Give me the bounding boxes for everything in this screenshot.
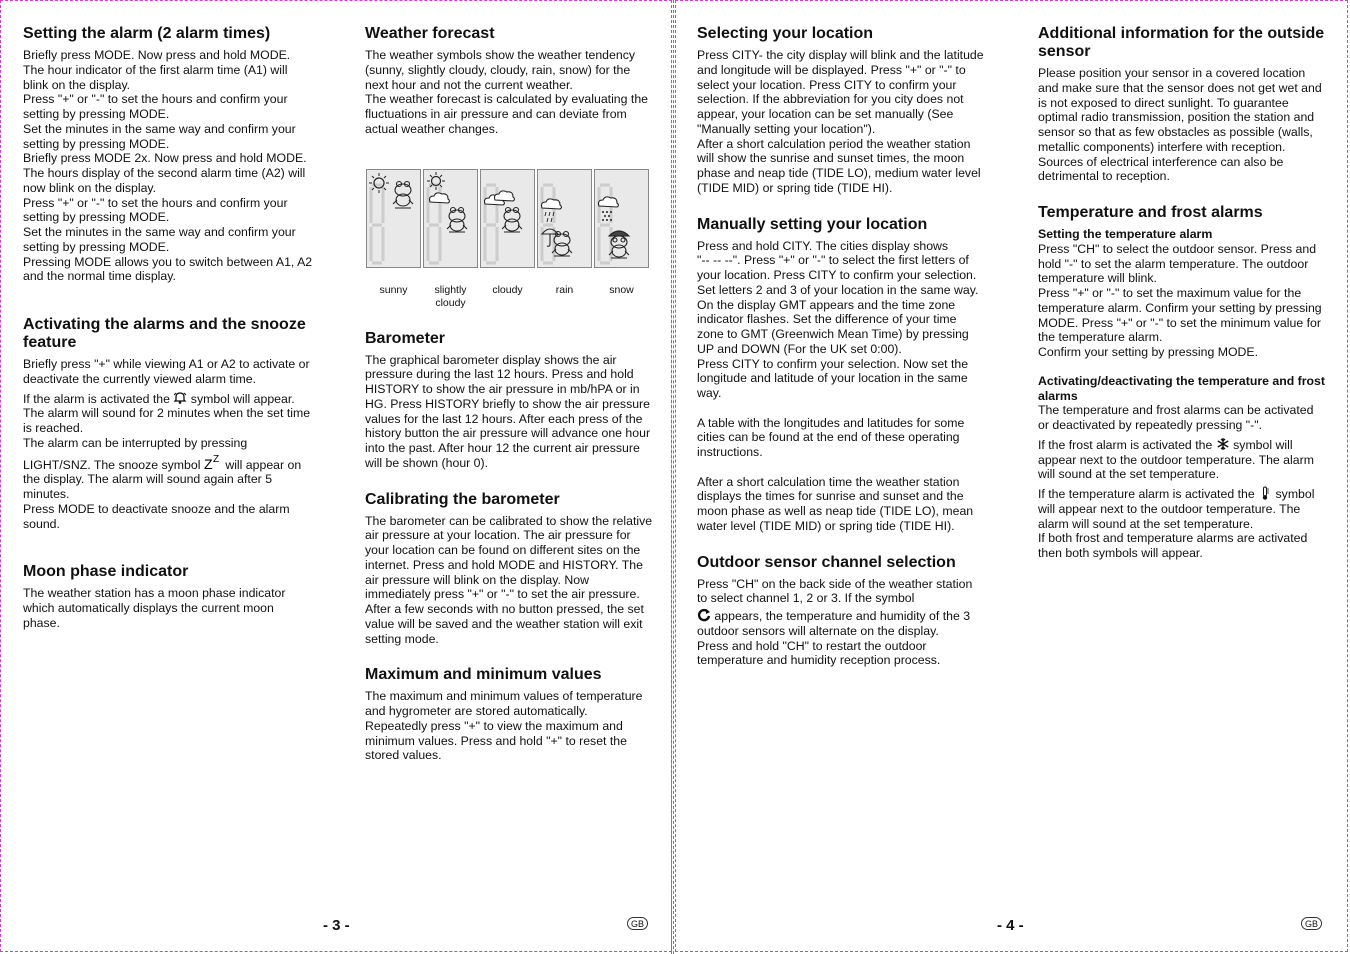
- svg-text:Z: Z: [212, 453, 219, 465]
- section-text: If the frost alarm is activated the symbol will appear next to the outdoor temperature. The alarm will sound at the set temperature.: [1038, 437, 1314, 482]
- page-number: - 4 -: [997, 917, 1024, 934]
- section-text: The graphical barometer display shows the air pressure during the last 12 hours. Press and hold HISTORY to show the air pressure in mb/hPA or in HG. Press HISTORY briefly to show the air pressure values for the last 12 hours. After each press of the history button the air pressure will advance one hour into the past. After hour 12 the current air pressure will be shown (hour 0).: [365, 352, 651, 470]
- language-badge: GB: [1301, 917, 1322, 930]
- frog-icon: [393, 181, 413, 208]
- bell-icon: [173, 391, 187, 405]
- page-4: [675, 0, 1348, 952]
- section-setting-alarm: [23, 25, 313, 284]
- section-max-min-values: [365, 666, 655, 763]
- section-text: LIGHT/SNZ. The snooze symbol Z Z will appear on the display. The alarm will sound again after 5 minutes. Press MODE to deactivate snooze and the alarm sound.: [23, 453, 302, 531]
- section-moon-phase: [23, 563, 313, 630]
- weather-symbol-strip: [366, 169, 655, 268]
- section-text: Press CITY- the city display will blink and the latitude and longitude will be displayed. Press "+" or "-" to select your location. Press CITY to confirm your selection. If the abbreviation for you city does not appear, your location can be set manually (See "Manually setting your location"). After a short calculation period the weather station will show the sunrise and sunset times, the moon phase and neap tide (TIDE LO), medium water level (TIDE MID) or spring tide (TIDE HI).: [697, 48, 984, 195]
- snowflake-icon: [1216, 437, 1230, 451]
- section-title: Temperature and frost alarms: [1038, 204, 1263, 221]
- weather-symbol-cloudy: [480, 169, 535, 268]
- section-text: If the alarm is activated the symbol will appear. The alarm will sound for 2 minutes when the set time is reached. The alarm can be interrupted by pressing: [23, 391, 311, 450]
- section-weather-forecast: [365, 25, 655, 137]
- cycle-arrow-icon: [697, 608, 711, 622]
- language-badge: GB: [627, 917, 648, 930]
- subsection-title: Setting the temperature alarm: [1038, 227, 1213, 241]
- snooze-zz-icon: [204, 454, 222, 470]
- weather-label: rain: [555, 283, 574, 296]
- section-title: Maximum and minimum values: [365, 666, 602, 684]
- subsection-title: Activating/deactivating the temperature and frost alarms: [1038, 373, 1325, 403]
- svg-text:Z: Z: [203, 455, 213, 470]
- section-title: Setting the alarm (2 alarm times): [23, 25, 271, 42]
- section-title: Weather forecast: [365, 25, 495, 42]
- section-barometer: [365, 330, 655, 471]
- thermometer-icon: [1258, 486, 1272, 500]
- section-manual-location: [697, 216, 985, 534]
- section-selecting-location: [697, 25, 985, 196]
- page4-column-2: [1038, 25, 1326, 581]
- page4-column-1: [697, 25, 985, 688]
- section-title: Moon phase indicator: [23, 563, 189, 581]
- section-text: The temperature and frost alarms can be activated or deactivated by repeatedly pressing "-".: [1038, 403, 1314, 432]
- sun-icon: [427, 172, 445, 190]
- section-text: Please position your sensor in a covered location and make sure that the sensor does not get wet and is not exposed to direct sunlight. To guarantee optimal radio transmission, position the station and sensor so that as few obstacles as possible (walls, metallic components) interfere with reception. Sources of electrical interference can also be detrimental to reception.: [1038, 66, 1322, 184]
- section-text: appears, the temperature and humidity of the 3 outdoor sensors will alternate on the display. Press and hold "CH" to restart the outdoor temperature and humidity reception process.: [697, 609, 971, 668]
- cloud-icon: [599, 196, 619, 206]
- section-title: Barometer: [365, 329, 446, 347]
- weather-label: snow: [609, 283, 634, 296]
- cloud-icon: [430, 192, 450, 202]
- section-title: Calibrating the barometer: [365, 490, 560, 508]
- sun-icon: [369, 173, 389, 193]
- section-text: The weather station has a moon phase indicator which automatically displays the current moon phase.: [23, 586, 286, 630]
- weather-label: sunny: [379, 283, 408, 296]
- page-spine: [671, 0, 674, 954]
- section-text: The barometer can be calibrated to show the relative air pressure at your location. The air pressure for your location can be found on different sites on the internet. Press and hold MODE and HISTORY. The air pressure will blink on the display. Now immediately press "+" or "-" to set the air pressure. After a few seconds with no button pressed, the set value will be saved and the weather station will exit setting mode.: [365, 513, 653, 646]
- weather-label: slightly cloudy: [434, 283, 467, 309]
- section-text: Press and hold CITY. The cities display shows "-- -- --". Press "+" or "-" to select the first letters of your location. Press CITY to confirm your selection. Set letters 2 and 3 of your location in the same way. On the display GMT appears and the time zone indicator flashes. Set the difference of your time zone to GMT (Greenwich Mean Time) by pressing UP and DOWN (For the UK set 0:00). Press CITY to confirm your selection. Now set the longitude and latitude of your location in the same way. A table with the longitudes and latitudes for some cities can be found at the end of these operating instructions. After a short calculation time the weather station displays the times for sunrise and sunset and the moon phase as well as neap tide (TIDE LO), mean water level (TIDE MID) or spring tide (TIDE HI).: [697, 238, 979, 533]
- cloud-icon: [542, 198, 562, 208]
- weather-symbol-slightly-cloudy: [423, 169, 478, 268]
- frog-icon: [447, 207, 467, 232]
- section-text: The weather symbols show the weather tendency (sunny, slightly cloudy, cloudy, rain, snow) for the next hour and not the current weather. The weather forecast is calculated by evaluating the fluctuations in air pressure and can deviate from actual weather changes.: [365, 48, 648, 136]
- weather-symbol-labels: [366, 284, 655, 310]
- section-temperature-frost-alarms: [1038, 204, 1326, 561]
- weather-symbol-rain: [537, 169, 592, 268]
- section-text: Briefly press MODE. Now press and hold MODE. The hour indicator of the first alarm time (A1) will blink on the display. Press "+" or "-" to set the hours and confirm your setting by pressing MODE. Set the minutes in the same way and confirm your setting by pressing MODE. Briefly press MODE 2x. Now press and hold MODE. The hours display of the second alarm time (A2) will now blink on the display. Press "+" or "-" to set the hours and confirm your setting by pressing MODE. Set the minutes in the same way and confirm your setting by pressing MODE. Pressing MODE allows you to switch between A1, A2 and the normal time display.: [23, 48, 313, 284]
- section-outside-sensor: [1038, 25, 1326, 184]
- section-text: Briefly press "+" while viewing A1 or A2 to activate or deactivate the currently viewed alarm time.: [23, 357, 310, 386]
- section-title: Activating the alarms and the snooze feature: [23, 316, 306, 351]
- page3-column-1: [23, 25, 313, 651]
- section-channel-selection: [697, 554, 985, 669]
- section-title: Manually setting your location: [697, 215, 928, 233]
- section-text: Press "CH" to select the outdoor sensor. Press and hold "-" to set the alarm temperature. The outdoor temperature will blink. Press "+" or "-" to set the maximum value for the temperature alarm. Confirm your setting by pressing MODE. Press "+" or "-" to set the minimum value for the temperature alarm. Confirm your setting by pressing MODE.: [1038, 241, 1322, 359]
- section-text: Press "CH" on the back side of the weather station to select channel 1, 2 or 3. If the symbol: [697, 576, 973, 606]
- weather-symbol-sunny: [366, 169, 421, 268]
- section-title: Selecting your location: [697, 25, 874, 42]
- section-activating-alarms: [23, 316, 313, 531]
- page-3: [0, 0, 672, 952]
- section-title: Additional information for the outside sensor: [1038, 25, 1325, 60]
- weather-label: cloudy: [492, 283, 523, 296]
- section-text: The maximum and minimum values of temperature and hygrometer are stored automatically. Repeatedly press "+" to view the maximum and minimum values. Press and hold "+" to reset the stored values.: [365, 689, 643, 763]
- section-calibrating-barometer: [365, 491, 655, 647]
- section-text: If the temperature alarm is activated the symbol will appear next to the outdoor temperature. The alarm will sound at the set temperature. If both frost and temperature alarms are activated then both symbols will appear.: [1038, 487, 1315, 560]
- page3-column-2: [365, 25, 655, 783]
- weather-symbol-snow: [594, 169, 649, 268]
- section-title: Outdoor sensor channel selection: [697, 553, 956, 571]
- page-number: - 3 -: [323, 917, 350, 934]
- frog-icon: [502, 207, 522, 232]
